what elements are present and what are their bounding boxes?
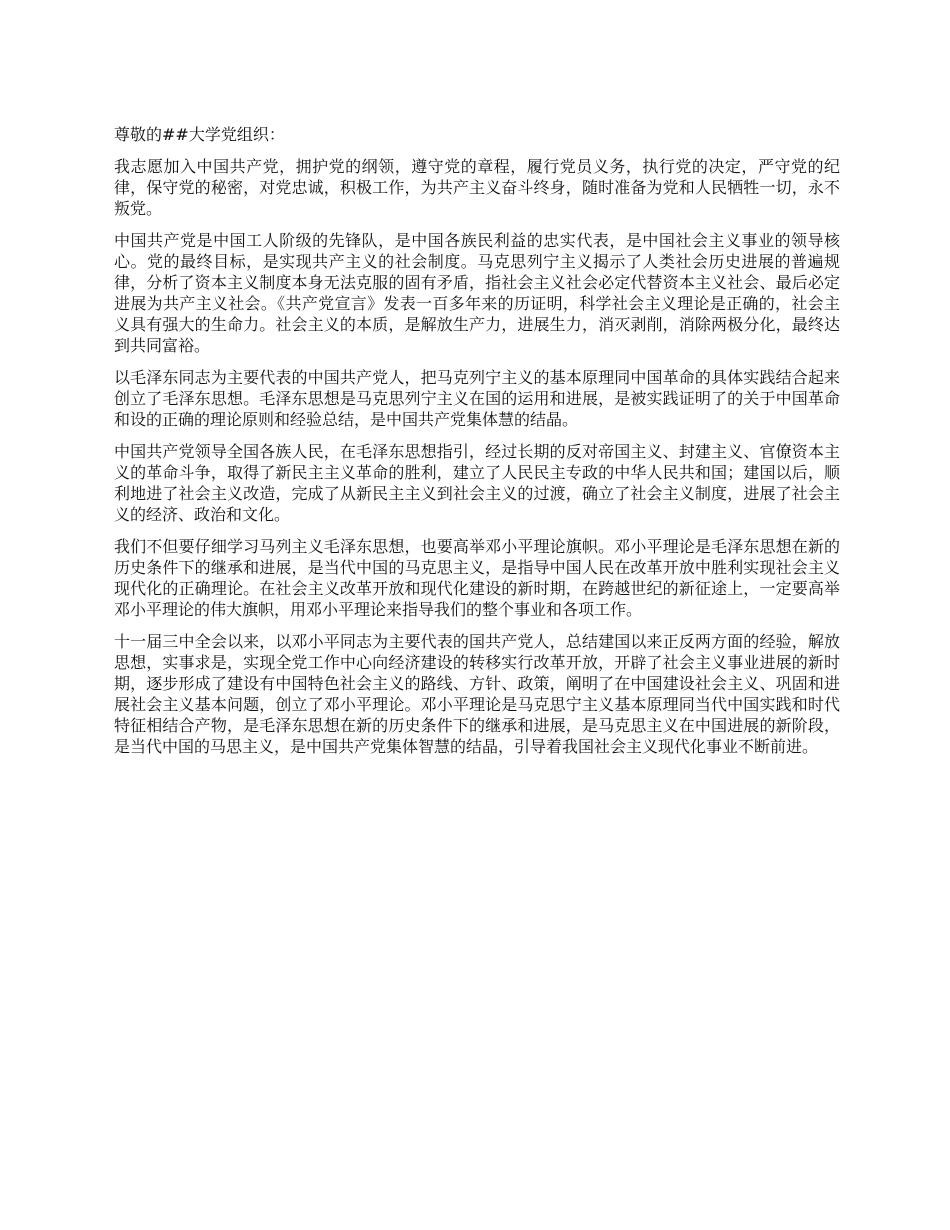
paragraph-pledge: 我志愿加入中国共产党，拥护党的纲领，遵守党的章程，履行党员义务，执行党的决定，严守党的纪律，保守党的秘密，对党忠诚，积极工作，为共产主义奋斗终身，随时准备为党和人民牺牲一切，永不叛党。 — [114, 157, 840, 218]
document-page — [114, 124, 840, 757]
paragraph-party-nature: 中国共产党是中国工人阶级的先锋队，是中国各族民利益的忠实代表，是中国社会主义事业的领导核心。党的最终目标，是实现共产主义的社会制度。马克思列宁主义揭示了人类社会历史进展的普遍规律，分析了资本主义制度本身无法克服的固有矛盾，指社会主义社会必定代替资本主义社会、最后必定进展为共产主义社会。《共产党宣言》发表一百多年来的历证明，科学社会主义理论是正确的，社会主义具有强大的生命力。社会主义的本质，是解放生产力，进展生力，消灭剥削，消除两极分化，最终达到共同富裕。 — [114, 231, 840, 355]
paragraph-revolution-history: 中国共产党领导全国各族人民，在毛泽东思想指引，经过长期的反对帝国主义、封建主义、官僚资本主义的革命斗争，取得了新民主主义革命的胜利，建立了人民民主专政的中华人民共和国；建国以后，顺利地进了社会主义改造，完成了从新民主主义到社会主义的过渡，确立了社会主义制度，进展了社会主义的经济、政治和文化。 — [114, 442, 840, 524]
paragraph-mao-thought: 以毛泽东同志为主要代表的中国共产党人，把马克列宁主义的基本原理同中国革命的具体实践结合起来创立了毛泽东思想。毛泽东思想是马克思列宁主义在国的运用和进展，是被实践证明了的关于中国革命和设的正确的理论原则和经验总结，是中国共产党集体慧的结晶。 — [114, 368, 840, 429]
paragraph-deng-theory: 我们不但要仔细学习马列主义毛泽东思想，也要高举邓小平理论旗帜。邓小平理论是毛泽东思想在新的历史条件下的继承和进展，是当代中国的马克思主义，是指导中国人民在改革开放中胜利实现社会主义现代化的正确理论。在社会主义改革开放和现代化建设的新时期，在跨越世纪的新征途上，一定要高举邓小平理论的伟大旗帜，用邓小平理论来指导我们的整个事业和各项工作。 — [114, 537, 840, 619]
salutation: 尊敬的##大学党组织： — [114, 125, 285, 144]
paragraph-reform-era: 十一届三中全会以来，以邓小平同志为主要代表的国共产党人，总结建国以来正反两方面的经验，解放思想，实事求是，实现全党工作中心向经济建设的转移实行改革开放，开辟了社会主义事业进展的新时期，逐步形成了建设有中国特色社会主义的路线、方针、政策，阐明了在中国建设社会主义、巩固和进展社会主义基本问题，创立了邓小平理论。邓小平理论是马克思宁主义基本原理同当代中国实践和时代特征相结合产物，是毛泽东思想在新的历史条件下的继承和进展，是马克思主义在中国进展的新阶段，是当代中国的马思主义，是中国共产党集体智慧的结晶，引导着我国社会主义现代化事业不断前进。 — [114, 632, 840, 756]
